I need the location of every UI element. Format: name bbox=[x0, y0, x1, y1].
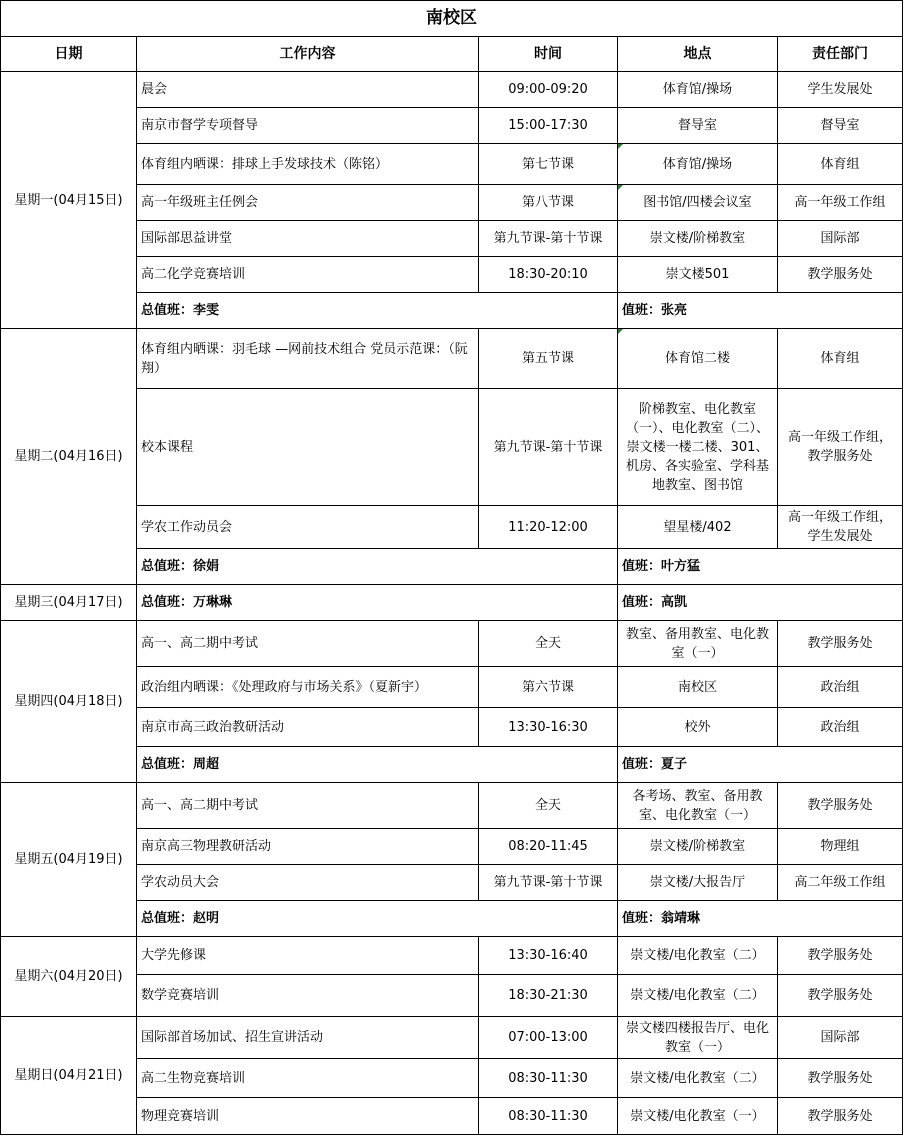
work-place: 望星楼/402 bbox=[618, 506, 778, 549]
staff-on-duty: 值班：翁靖琳 bbox=[618, 901, 903, 937]
table-row bbox=[1, 783, 903, 829]
work-time: 09:00-09:20 bbox=[479, 72, 618, 108]
day-date: 星期六(04月20日) bbox=[1, 937, 137, 1017]
table-row bbox=[1, 865, 903, 901]
work-time: 13:30-16:40 bbox=[479, 937, 618, 975]
work-place: 体育馆二楼 bbox=[618, 329, 778, 389]
work-content: 高二生物竞赛培训 bbox=[137, 1059, 479, 1098]
chief-on-duty: 总值班：徐娟 bbox=[137, 549, 618, 585]
work-place: 崇文楼/阶梯教室 bbox=[618, 829, 778, 865]
work-content: 数学竞赛培训 bbox=[137, 975, 479, 1017]
table-row bbox=[1, 975, 903, 1017]
table-row bbox=[1, 506, 903, 549]
work-place: 崇文楼501 bbox=[618, 257, 778, 293]
responsible-dept: 教学服务处 bbox=[778, 975, 903, 1017]
work-content: 大学先修课 bbox=[137, 937, 479, 975]
table-row bbox=[1, 72, 903, 108]
table-row bbox=[1, 144, 903, 185]
responsible-dept: 教学服务处 bbox=[778, 937, 903, 975]
day-date: 星期五(04月19日) bbox=[1, 783, 137, 937]
header-content: 工作内容 bbox=[137, 37, 479, 72]
responsible-dept: 体育组 bbox=[778, 144, 903, 185]
work-time: 第八节课 bbox=[479, 185, 618, 221]
header-dept: 责任部门 bbox=[778, 37, 903, 72]
table-row bbox=[1, 329, 903, 389]
work-content: 体育组内晒课：羽毛球 —网前技术组合 党员示范课：（阮翔） bbox=[137, 329, 479, 389]
responsible-dept: 督导室 bbox=[778, 108, 903, 144]
work-content: 南京市高三政治教研活动 bbox=[137, 708, 479, 747]
table-row bbox=[1, 1059, 903, 1098]
work-time: 11:20-12:00 bbox=[479, 506, 618, 549]
duty-row bbox=[1, 585, 903, 621]
responsible-dept: 教学服务处 bbox=[778, 621, 903, 667]
work-place: 崇文楼/大报告厅 bbox=[618, 865, 778, 901]
staff-on-duty: 值班：高凯 bbox=[618, 585, 903, 621]
responsible-dept: 教学服务处 bbox=[778, 257, 903, 293]
work-time: 15:00-17:30 bbox=[479, 108, 618, 144]
chief-on-duty: 总值班：李雯 bbox=[137, 293, 618, 329]
responsible-dept: 物理组 bbox=[778, 829, 903, 865]
table-row bbox=[1, 1017, 903, 1059]
campus-title: 南校区 bbox=[1, 1, 903, 37]
duty-row bbox=[1, 293, 903, 329]
table-row bbox=[1, 108, 903, 144]
work-content: 校本课程 bbox=[137, 389, 479, 506]
responsible-dept: 高一年级工作组，教学服务处 bbox=[778, 389, 903, 506]
responsible-dept: 高二年级工作组 bbox=[778, 865, 903, 901]
work-content: 国际部思益讲堂 bbox=[137, 221, 479, 257]
table-row bbox=[1, 708, 903, 747]
work-place: 图书馆/四楼会议室 bbox=[618, 185, 778, 221]
work-time: 第九节课-第十节课 bbox=[479, 865, 618, 901]
work-time: 13:30-16:30 bbox=[479, 708, 618, 747]
table-row bbox=[1, 257, 903, 293]
responsible-dept: 教学服务处 bbox=[778, 1098, 903, 1135]
work-place: 教室、备用教室、电化教室（一） bbox=[618, 621, 778, 667]
responsible-dept: 政治组 bbox=[778, 667, 903, 708]
table-row bbox=[1, 829, 903, 865]
work-place: 体育馆/操场 bbox=[618, 144, 778, 185]
responsible-dept: 高一年级工作组 bbox=[778, 185, 903, 221]
responsible-dept: 学生发展处 bbox=[778, 72, 903, 108]
work-time: 08:30-11:30 bbox=[479, 1098, 618, 1135]
work-time: 第七节课 bbox=[479, 144, 618, 185]
day-date: 星期一(04月15日) bbox=[1, 72, 137, 329]
work-place: 崇文楼/电化教室（二） bbox=[618, 1059, 778, 1098]
work-time: 第六节课 bbox=[479, 667, 618, 708]
work-place: 崇文楼/阶梯教室 bbox=[618, 221, 778, 257]
work-place: 崇文楼/电化教室（一） bbox=[618, 1098, 778, 1135]
chief-on-duty: 总值班：万琳琳 bbox=[137, 585, 618, 621]
work-time: 第九节课-第十节课 bbox=[479, 221, 618, 257]
work-content: 体育组内晒课：排球上手发球技术（陈铭） bbox=[137, 144, 479, 185]
table-row bbox=[1, 937, 903, 975]
work-content: 高一年级班主任例会 bbox=[137, 185, 479, 221]
day-date: 星期日(04月21日) bbox=[1, 1017, 137, 1135]
staff-on-duty: 值班：叶方猛 bbox=[618, 549, 903, 585]
work-place: 崇文楼四楼报告厅、电化教室（一） bbox=[618, 1017, 778, 1059]
work-place: 督导室 bbox=[618, 108, 778, 144]
table-row bbox=[1, 185, 903, 221]
work-time: 08:20-11:45 bbox=[479, 829, 618, 865]
duty-row bbox=[1, 549, 903, 585]
day-date: 星期二(04月16日) bbox=[1, 329, 137, 585]
work-content: 晨会 bbox=[137, 72, 479, 108]
work-content: 南京高三物理教研活动 bbox=[137, 829, 479, 865]
responsible-dept: 国际部 bbox=[778, 1017, 903, 1059]
work-place: 校外 bbox=[618, 708, 778, 747]
work-time: 18:30-20:10 bbox=[479, 257, 618, 293]
work-time: 全天 bbox=[479, 621, 618, 667]
header-place: 地点 bbox=[618, 37, 778, 72]
work-time: 第五节课 bbox=[479, 329, 618, 389]
work-content: 高二化学竞赛培训 bbox=[137, 257, 479, 293]
duty-row bbox=[1, 901, 903, 937]
work-content: 学农工作动员会 bbox=[137, 506, 479, 549]
responsible-dept: 体育组 bbox=[778, 329, 903, 389]
work-time: 08:30-11:30 bbox=[479, 1059, 618, 1098]
table-row bbox=[1, 389, 903, 506]
responsible-dept: 教学服务处 bbox=[778, 783, 903, 829]
duty-row bbox=[1, 747, 903, 783]
responsible-dept: 政治组 bbox=[778, 708, 903, 747]
work-time: 07:00-13:00 bbox=[479, 1017, 618, 1059]
table-row bbox=[1, 621, 903, 667]
table-row bbox=[1, 1098, 903, 1135]
day-date: 星期四(04月18日) bbox=[1, 621, 137, 783]
chief-on-duty: 总值班：赵明 bbox=[137, 901, 618, 937]
staff-on-duty: 值班：夏子 bbox=[618, 747, 903, 783]
work-place: 崇文楼/电化教室（二） bbox=[618, 975, 778, 1017]
responsible-dept: 教学服务处 bbox=[778, 1059, 903, 1098]
work-content: 国际部首场加试、招生宣讲活动 bbox=[137, 1017, 479, 1059]
table-row bbox=[1, 667, 903, 708]
day-date: 星期三(04月17日) bbox=[1, 585, 137, 621]
chief-on-duty: 总值班：周超 bbox=[137, 747, 618, 783]
work-time: 第九节课-第十节课 bbox=[479, 389, 618, 506]
responsible-dept: 高一年级工作组，学生发展处 bbox=[778, 506, 903, 549]
work-place: 体育馆/操场 bbox=[618, 72, 778, 108]
work-content: 高一、高二期中考试 bbox=[137, 621, 479, 667]
work-content: 学农动员大会 bbox=[137, 865, 479, 901]
work-time: 18:30-21:30 bbox=[479, 975, 618, 1017]
header-date: 日期 bbox=[1, 37, 137, 72]
work-content: 高一、高二期中考试 bbox=[137, 783, 479, 829]
work-content: 南京市督学专项督导 bbox=[137, 108, 479, 144]
table-row bbox=[1, 221, 903, 257]
staff-on-duty: 值班：张亮 bbox=[618, 293, 903, 329]
work-place: 阶梯教室、电化教室（一）、电化教室（二）、崇文楼一楼二楼、301、机房、各实验室、学科基地教室、图书馆 bbox=[618, 389, 778, 506]
work-place: 崇文楼/电化教室（二） bbox=[618, 937, 778, 975]
work-place: 南校区 bbox=[618, 667, 778, 708]
work-time: 全天 bbox=[479, 783, 618, 829]
header-time: 时间 bbox=[479, 37, 618, 72]
work-place: 各考场、教室、备用教室、电化教室（一） bbox=[618, 783, 778, 829]
responsible-dept: 国际部 bbox=[778, 221, 903, 257]
work-content: 物理竞赛培训 bbox=[137, 1098, 479, 1135]
work-content: 政治组内晒课：《处理政府与市场关系》（夏新宇） bbox=[137, 667, 479, 708]
